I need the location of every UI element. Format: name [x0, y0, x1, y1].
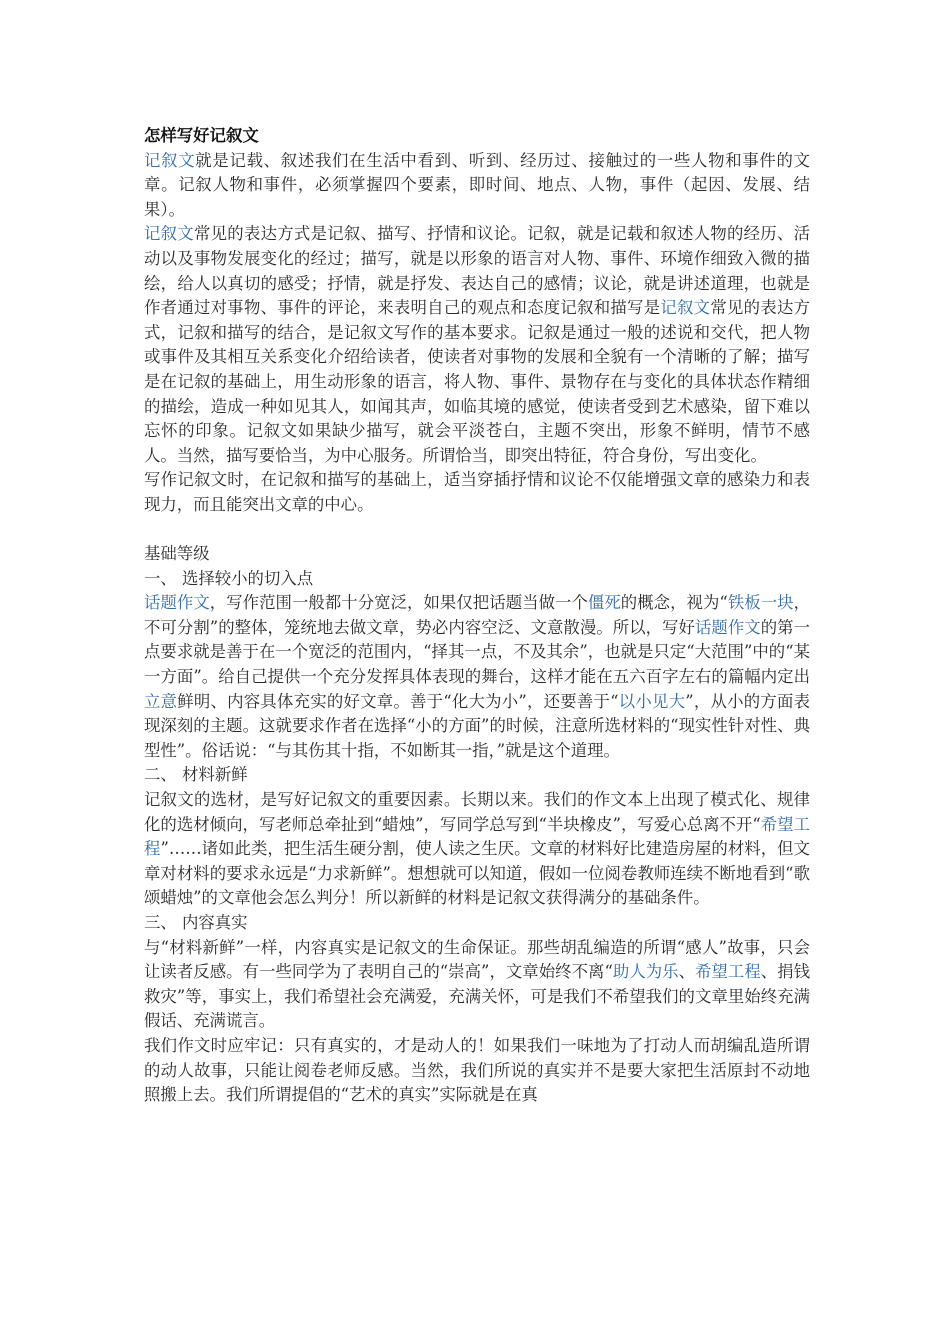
- heading-section-3: 三、 内容真实: [144, 913, 248, 932]
- paragraph-entry-point: [144, 591, 810, 763]
- text-run: 我们作文时应牢记：只有真实的，才是动人的！如果我们一味地为了打动人而胡编乱造所谓的动人故事，只能让阅卷老师反感。当然，我们所说的真实并不是要大家把生活原封不动地照搬上去。我们所谓提倡的“艺术的真实”实际就是在真: [144, 1035, 810, 1105]
- document-title: 怎样写好记叙文: [144, 126, 259, 145]
- text-run: 的概念，视为“: [620, 593, 728, 613]
- document-body: [144, 124, 810, 1108]
- heading-section-2: 二、 材料新鲜: [144, 765, 248, 785]
- paragraph-true-content: [144, 936, 810, 1034]
- text-run: 、: [678, 962, 696, 982]
- hyperlink[interactable]: 僵死: [587, 593, 621, 613]
- heading-section-1: 一、 选择较小的切入点: [144, 568, 314, 588]
- hyperlink[interactable]: 话题作文: [694, 617, 761, 637]
- text-run: 记叙文的选材，是写好记叙文的重要因素。长期以来。我们的作文本上出现了模式化、规律化的选材倾向，写老师总牵扯到“蜡烛”，写同学总写到“半块橡皮”，写爱心总离不开“: [144, 790, 810, 834]
- hyperlink[interactable]: 希望工程: [695, 962, 761, 982]
- hyperlink[interactable]: 铁板一块: [727, 593, 794, 613]
- text-run: 常见的表达方式是记叙、描写、抒情和议论。记叙，就是记载和叙述人物的经历、活动以及事物发展变化的经过；描写，就是以形象的语言对人物、事件、环境作细致入微的描绘，给人以真切的感受；抒情，就是抒发、表达自己的感情；议论，就是讲述道理，也就是作者通过对事物、事件的评论，来表明自己的观点和态度记叙和描写是: [144, 224, 811, 318]
- text-run: 鲜明、内容具体充实的好文章。善于“化大为小”，还要善于“: [177, 691, 619, 711]
- text-run: 就是记载、叙述我们在生活中看到、听到、经历过、接触过的一些人物和事件的文章。记叙人物和事件，必须掌握四个要素，即时间、地点、人物，事件（起因、发展、结果）。: [144, 150, 811, 219]
- text-run: 写作记叙文时，在记叙和描写的基础上，适当穿插抒情和议论不仅能增强文章的感染力和表现力，而且能突出文章的中心。: [144, 470, 810, 514]
- hyperlink[interactable]: 记叙文: [660, 298, 711, 318]
- text-run: 、捐钱救灾”等，事实上，我们希望社会充满爱，充满关怀，可是我们不希望我们的文章里始终充满假话、充满谎言。: [144, 962, 811, 1031]
- hyperlink[interactable]: 助人为乐: [612, 962, 679, 982]
- paragraph-fresh-material: [144, 788, 810, 911]
- text-run: ”，从小的方面表现深刻的主题。这就要求作者在选择“小的方面”的时候，注意所选材料的“现实性针对性、典型性”。俗话说：“与其伤其十指，不如断其一指，”就是这个道理。: [144, 691, 811, 760]
- paragraph-expression-methods: [144, 222, 810, 468]
- paragraph-real-is-moving: [144, 1034, 810, 1108]
- text-run: 常见的表达方式，记叙和描写的结合，是记叙文写作的基本要求。记叙是通过一般的述说和交代，把人物或事件及其相互关系变化介绍给读者，使读者对事物的发展和全貌有一个清晰的了解；描写是在记叙的基础上，用生动形象的语言，将人物、事件、景物存在与变化的具体状态作精细的描绘，造成一种如见其人，如闻其声，如临其境的感觉，使读者受到艺术感染，留下难以忘怀的印象。记叙文如果缺少描写，就会平淡苍白，主题不突出，形象不鲜明，情节不感人。当然，描写要恰当，为中心服务。所谓恰当，即突出特征，符合身份，写出变化。: [144, 298, 811, 465]
- hyperlink[interactable]: 话题作文: [144, 593, 210, 613]
- text-run: 的第一点要求就是善于在一个宽泛的范围内，“择其一点，不及其余”，也就是只定“大范围”中的“某一方面”。给自己提供一个充分发挥具体表现的舞台，这样才能在五六百字左右的篇幅内定出: [144, 617, 811, 687]
- heading-basic-level: 基础等级: [144, 544, 210, 564]
- hyperlink[interactable]: 记叙文: [144, 150, 196, 170]
- text-run: ，不可分割”的整体，笼统地去做文章，势必内容空泛、文意散漫。所以，写好: [144, 593, 811, 637]
- hyperlink[interactable]: 记叙文: [144, 224, 194, 244]
- text-run: 与“材料新鲜”一样，内容真实是记叙文的生命保证。那些胡乱编造的所谓“感人”故事，只会让读者反感。有一些同学为了表明自己的“崇高”，文章始终不离“: [144, 937, 810, 982]
- hyperlink[interactable]: 以小见大: [618, 691, 686, 711]
- paragraph-lyric-and-argument: [144, 468, 810, 517]
- blank-line: [144, 518, 810, 543]
- hyperlink[interactable]: 希望工程: [144, 814, 810, 859]
- hyperlink[interactable]: 立意: [144, 691, 178, 711]
- text-run: ”……诸如此类，把生活生硬分割，使人读之生厌。文章的材料好比建造房屋的材料，但文章对材料的要求永远是“力求新鲜”。想想就可以知道，假如一位阅卷教师连续不断地看到“歌颂蜡烛”的文章他会怎么判分！所以新鲜的材料是记叙文获得满分的基础条件。: [144, 839, 810, 908]
- paragraph-definition: [144, 149, 810, 223]
- text-run: ，写作范围一般都十分宽泛，如果仅把话题当做一个: [209, 593, 588, 613]
